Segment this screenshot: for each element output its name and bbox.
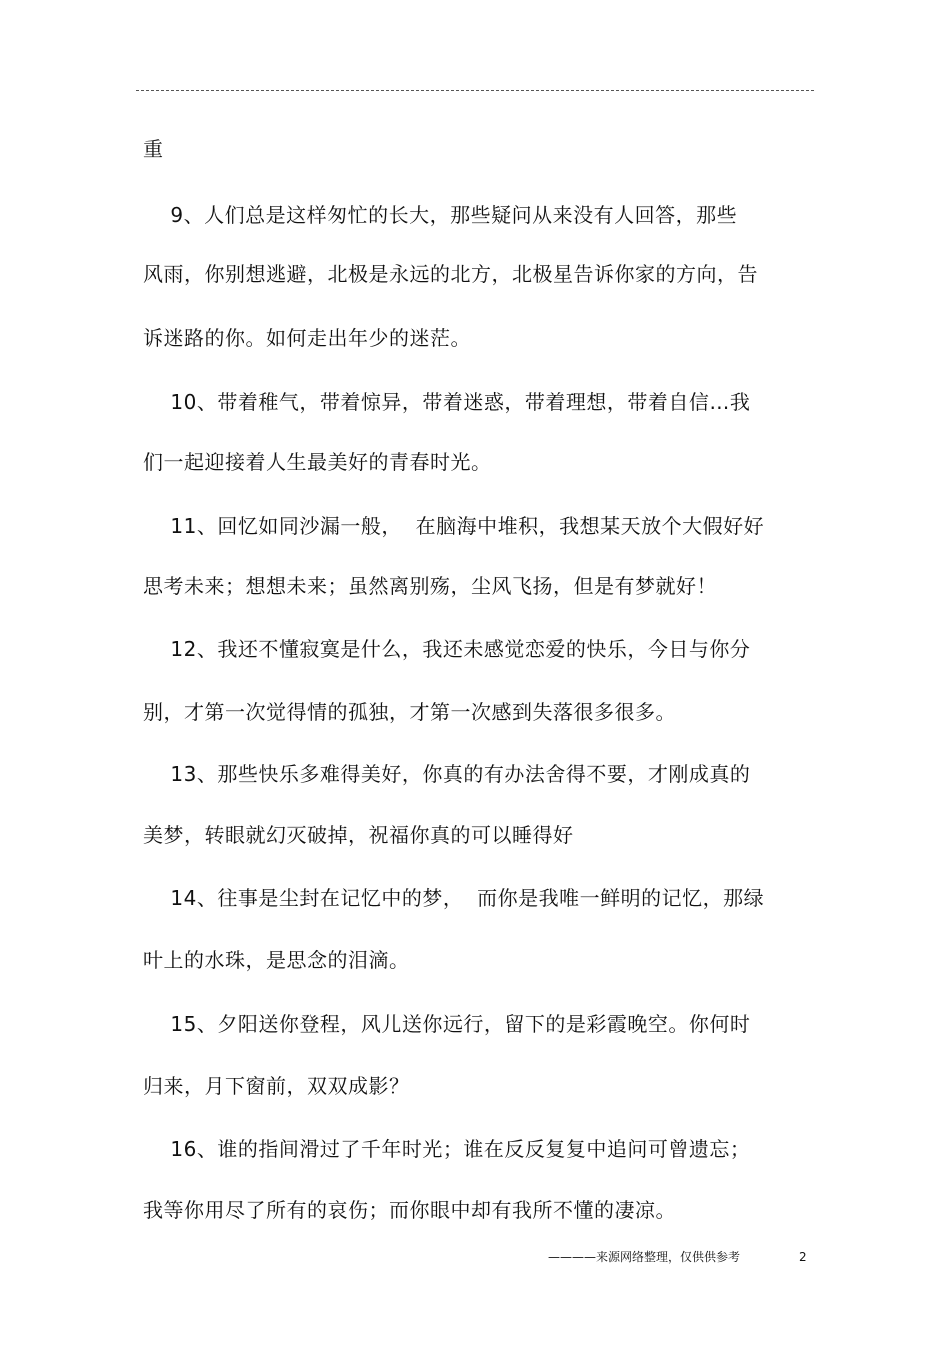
text-line: 叶上的水珠，是思念的泪滴。 [143,948,410,972]
text-line: 我等你用尽了所有的哀伤；而你眼中却有我所不懂的凄凉。 [143,1198,676,1222]
text-line: 风雨，你别想逃避，北极是永远的北方，北极星告诉你家的方向，告 [143,262,758,286]
text-line: 11、回忆如同沙漏一般， 在脑海中堆积，我想某天放个大假好好 [143,514,765,538]
page-number: 2 [799,1250,807,1264]
text-line: 15、夕阳送你登程，风儿送你远行，留下的是彩霞晚空。你何时 [143,1012,751,1036]
text-line: 重 [143,137,164,161]
header-divider [136,90,814,91]
text-line: 16、谁的指间滑过了千年时光；谁在反反复复中追问可曾遗忘； [143,1137,751,1161]
text-line: 12、我还不懂寂寞是什么，我还未感觉恋爱的快乐，今日与你分 [143,637,751,661]
text-line: 思考未来；想想未来；虽然离别殇，尘风飞扬，但是有梦就好！ [143,574,717,598]
text-line: 们一起迎接着人生最美好的青春时光。 [143,450,492,474]
text-line: 美梦，转眼就幻灭破掉，祝福你真的可以睡得好 [143,823,574,847]
text-line: 9、人们总是这样匆忙的长大，那些疑问从来没有人回答，那些 [143,203,738,227]
footer-source-note: ————来源网络整理，仅供供参考 [548,1250,741,1264]
text-line: 别，才第一次觉得情的孤独，才第一次感到失落很多很多。 [143,700,676,724]
text-line: 14、往事是尘封在记忆中的梦， 而你是我唯一鲜明的记忆，那绿 [143,886,765,910]
text-line: 13、那些快乐多难得美好，你真的有办法舍得不要，才刚成真的 [143,762,751,786]
text-line: 诉迷路的你。如何走出年少的迷茫。 [143,326,471,350]
text-line: 10、带着稚气，带着惊异，带着迷惑，带着理想，带着自信…我 [143,390,751,414]
text-line: 归来，月下窗前，双双成影？ [143,1074,410,1098]
